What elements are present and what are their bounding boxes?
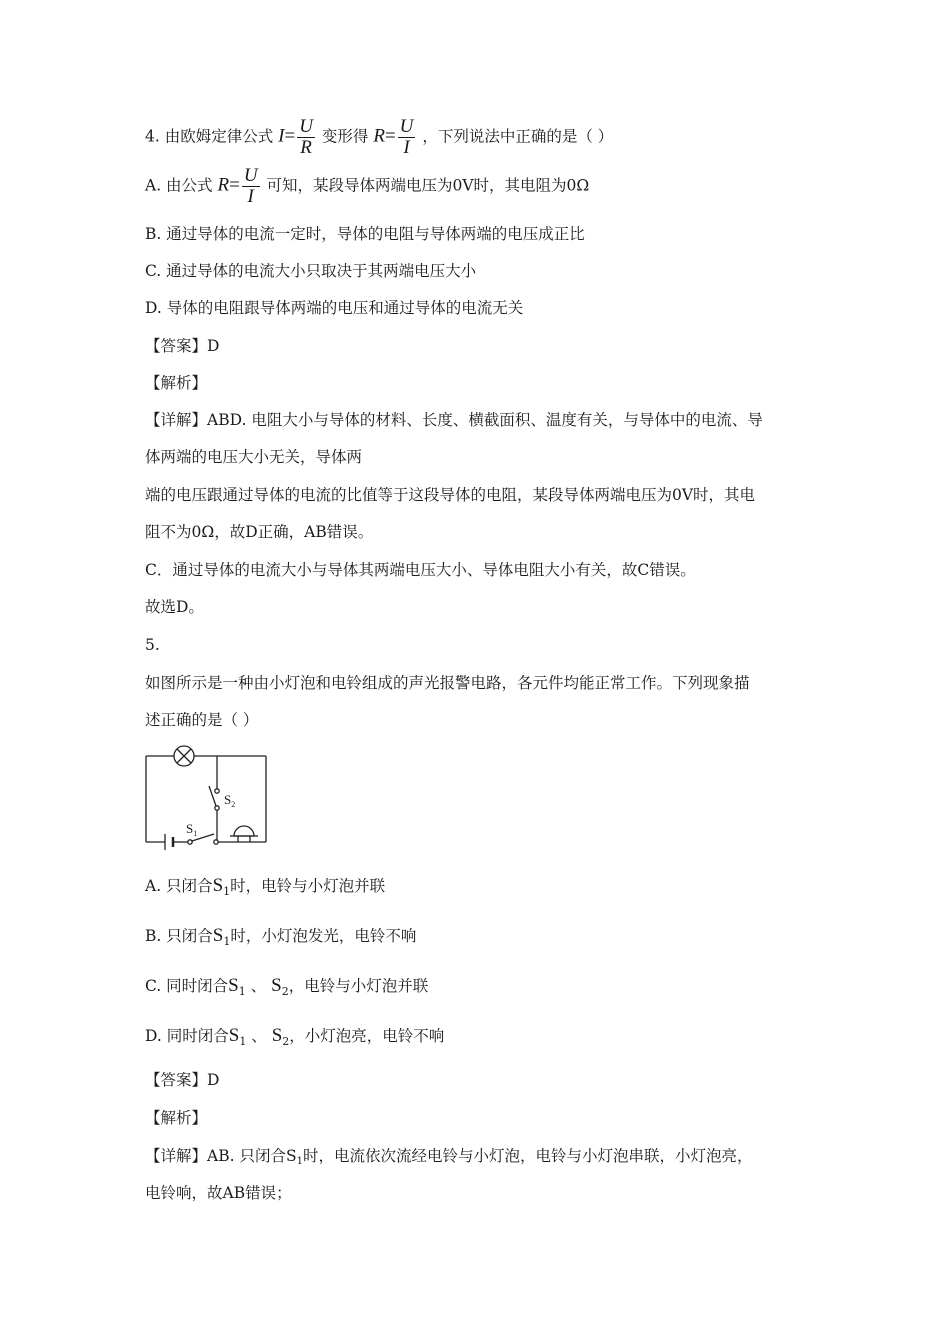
battery-icon	[165, 834, 173, 850]
formula-eq: =	[229, 174, 240, 196]
q4-option-a	[145, 166, 589, 207]
q5-detail-pre: 【详解】AB. 只闭合S	[145, 1147, 297, 1165]
q4-detail-line: 故选D。	[145, 598, 204, 616]
q4-option-d: D. 导体的电阻跟导体两端的电压和通过导体的电流无关	[145, 299, 524, 317]
switch-subscript: 2	[282, 1035, 290, 1048]
ohm-law-fraction	[297, 117, 315, 158]
formula-eq: =	[284, 125, 296, 147]
switch-symbol: S	[228, 975, 239, 996]
q5-option-d-post: ，小灯泡亮，电铃不响	[289, 1027, 445, 1045]
q5-option-a-post: 时，电铃与小灯泡并联	[230, 877, 386, 895]
switch-symbol: S	[271, 1025, 283, 1046]
q5-stem-line: 如图所示是一种由小灯泡和电铃组成的声光报警电路，各元件均能正常工作。下列现象描	[145, 674, 750, 692]
resistance-fraction	[242, 166, 260, 207]
q5-option-c-post: ，电铃与小灯泡并联	[288, 977, 429, 995]
q4-detail-line: 端的电压跟通过导体的电流的比值等于这段导体的电阻，某段导体两端电压为0V时，其电	[145, 486, 756, 504]
q5-option-a	[145, 876, 385, 902]
q4-option-b: B. 通过导体的电流一定时，导体的电阻与导体两端的电压成正比	[145, 225, 585, 243]
switch-s2-icon	[209, 786, 219, 810]
q5-answer: 【答案】D	[145, 1071, 220, 1089]
q5-option-d-pre: D. 同时闭合	[145, 1027, 229, 1045]
switch-subscript: 1	[238, 985, 246, 998]
resistance-fraction	[398, 117, 416, 158]
q4-option-a-post: 可知，某段导体两端电压为0V时，其电阻为0Ω	[266, 176, 590, 195]
switch-s1-label: $S_1$	[186, 821, 198, 838]
switch-subscript: 1	[296, 1156, 303, 1167]
q4-stem-mid: 变形得	[321, 127, 369, 146]
q4-option-c: C. 通过导体的电流大小只取决于其两端电压大小	[145, 262, 477, 280]
separator: 、	[250, 977, 267, 995]
q5-option-c-pre: C. 同时闭合	[145, 977, 229, 995]
q5-option-c	[145, 976, 428, 1002]
fraction-numerator: U	[299, 116, 313, 137]
q4-detail-line: 阻不为0Ω，故D正确，AB错误。	[145, 523, 374, 541]
switch-subscript: 2	[281, 985, 289, 998]
switch-subscript: 1	[239, 1035, 247, 1048]
q5-analysis-label: 【解析】	[145, 1109, 208, 1127]
fraction-denominator: I	[403, 137, 410, 158]
q4-answer: 【答案】D	[145, 337, 220, 355]
formula-lhs: R	[217, 174, 230, 196]
q4-stem-text: 4. 由欧姆定律公式	[145, 127, 274, 146]
q5-option-a-pre: A. 只闭合	[145, 877, 213, 895]
bell-icon	[230, 826, 258, 842]
q5-detail-line: 电铃响，故AB错误；	[145, 1184, 292, 1202]
q5-number: 5.	[145, 636, 160, 654]
q5-option-b	[145, 926, 416, 952]
fraction-denominator: I	[247, 186, 254, 207]
q4-detail-line: 体两端的电压大小无关，导体两	[145, 448, 363, 466]
fraction-numerator: U	[243, 165, 258, 186]
formula-eq: =	[384, 125, 396, 147]
q4-stem-post: ，下列说法中正确的是（ ）	[422, 127, 614, 146]
fraction-numerator: U	[399, 116, 414, 137]
switch-symbol: S	[228, 1025, 240, 1046]
q5-option-b-post: 时，小灯泡发光，电铃不响	[230, 927, 417, 945]
q4-stem	[145, 117, 613, 158]
separator: 、	[251, 1027, 267, 1045]
q5-detail-post: 时，电流依次流经电铃与小灯泡，电铃与小灯泡串联，小灯泡亮，	[302, 1147, 753, 1165]
q4-detail-line: 【详解】ABD. 电阻大小与导体的材料、长度、横截面积、温度有关，与导体中的电流、导	[145, 411, 763, 429]
q4-detail-line: C．通过导体的电流大小与导体其两端电压大小、导体电阻大小有关，故C错误。	[145, 561, 696, 579]
switch-symbol: S	[212, 925, 224, 946]
q5-option-d	[145, 1026, 444, 1052]
switch-subscript: 1	[223, 885, 231, 898]
switch-s2-label: $S_2$	[224, 792, 236, 809]
switch-symbol: S	[212, 875, 224, 896]
q4-analysis-label: 【解析】	[145, 374, 208, 392]
q5-option-b-pre: B. 只闭合	[145, 927, 213, 945]
lamp-icon	[174, 746, 194, 766]
q4-option-a-pre: A. 由公式	[145, 176, 213, 195]
switch-symbol: S	[271, 975, 282, 996]
alarm-circuit-diagram	[140, 740, 280, 860]
q5-stem-line: 述正确的是（ ）	[145, 711, 259, 729]
formula-lhs: R	[373, 125, 385, 147]
switch-subscript: 1	[223, 935, 231, 948]
q5-detail-line	[145, 1146, 752, 1172]
formula-lhs: I	[278, 125, 285, 147]
fraction-denominator: R	[300, 137, 312, 158]
